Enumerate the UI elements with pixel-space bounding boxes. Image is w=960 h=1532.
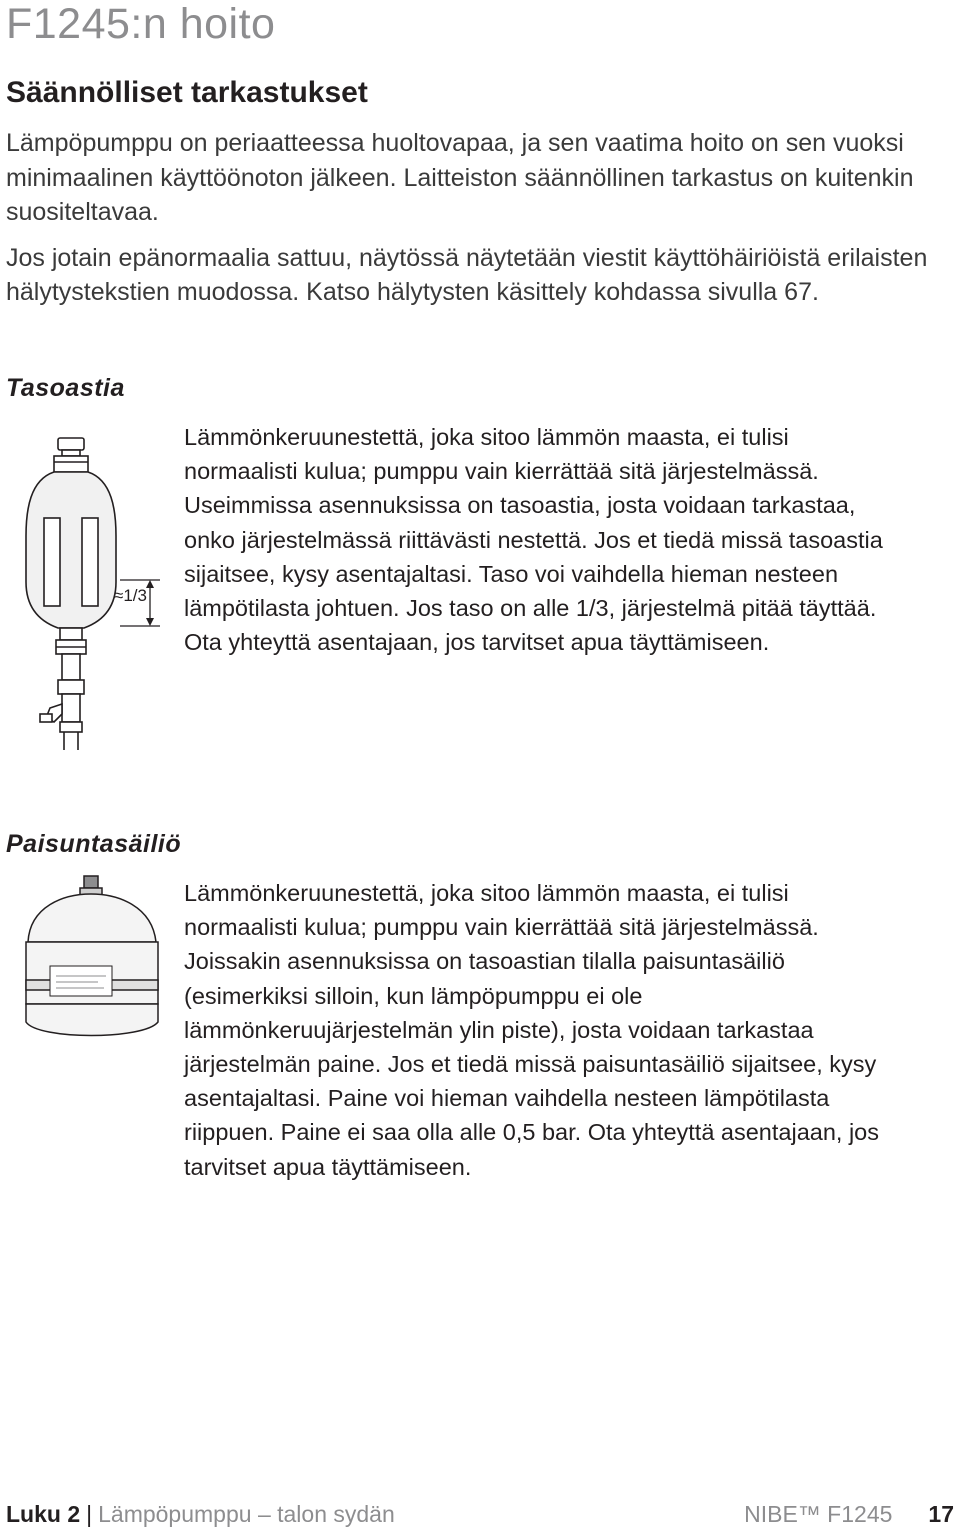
intro-paragraph-2: Jos jotain epänormaalia sattuu, näytössä näytetään viestit käyttöhäiriöistä erilaisten hälytystekstien muodossa. Katso hälytysten käsittely kohdassa sivulla 67. — [6, 243, 928, 306]
level-vessel-illustration — [10, 432, 180, 752]
footer-chapter-info — [6, 1496, 395, 1532]
page-footer — [6, 1496, 954, 1532]
page-title: F1245:n hoito — [6, 0, 276, 48]
tasoastia-heading: Tasoastia — [6, 374, 125, 402]
footer-chapter-title: Lämpöpumppu – talon sydän — [98, 1501, 395, 1527]
paisuntasailio-heading: Paisuntasäiliö — [6, 830, 182, 858]
intro-paragraph-1: Lämpöpumppu on periaatteessa huoltovapaa, ja sen vaatima hoito on sen vuoksi minimaalinen käyttöönoton jälkeen. Laitteiston säännöllinen tarkastus on kuitenkin suositeltavaa. — [6, 129, 914, 226]
paisuntasailio-text: Lämmönkeruunestettä, joka sitoo lämmön maasta, ei tulisi normaalisti kulua; pumppu vain kierrättää sitä järjestelmässä. Joissakin asennuksissa on tasoastian tilalla paisuntasäiliö (esimerkiksi silloin, kun lämpöpumppu ei ole lämmönkeruujärjestelmän ylin piste), josta voidaan tarkastaa järjestelmän paine. Jos et tiedä missä paisuntasäiliö sijaitsee, kysy asentajaltasi. Paine voi hieman vaihdella nesteen lämpötilasta riippuen. Paine ei saa olla alle 0,5 bar. Ota yhteyttä asentajaan, jos tarvitset apua täyttämiseen. — [184, 880, 880, 1180]
footer-product-info — [744, 1496, 954, 1532]
expansion-tank-illustration — [18, 872, 168, 1052]
tasoastia-text: Lämmönkeruunestettä, joka sitoo lämmön maasta, ei tulisi normaalisti kulua; pumppu vain kierrättää sitä järjestelmässä. Useimmissa asennuksissa on tasoastia, josta voidaan tarkastaa, onko järjestelmässä riittävästi nestettä. Jos et tiedä missä tasoastia sijaitsee, kysy asentajaltasi. Taso voi vaihdella hieman nesteen lämpötilasta johtuen. Jos taso on alle 1/3, järjestelmä pitää täyttää. Ota yhteyttä asentajaan, jos tarvitset apua täyttämiseen. — [184, 424, 883, 656]
footer-product-name: NIBE™ F1245 — [744, 1501, 893, 1527]
intro-text — [6, 126, 946, 321]
section-title: Säännölliset tarkastukset — [6, 76, 368, 109]
level-one-third-label: ≈1/3 — [114, 586, 147, 605]
footer-separator: | — [86, 1501, 93, 1527]
footer-page-number: 17 — [928, 1501, 954, 1527]
footer-chapter-number: Luku 2 — [6, 1501, 81, 1527]
